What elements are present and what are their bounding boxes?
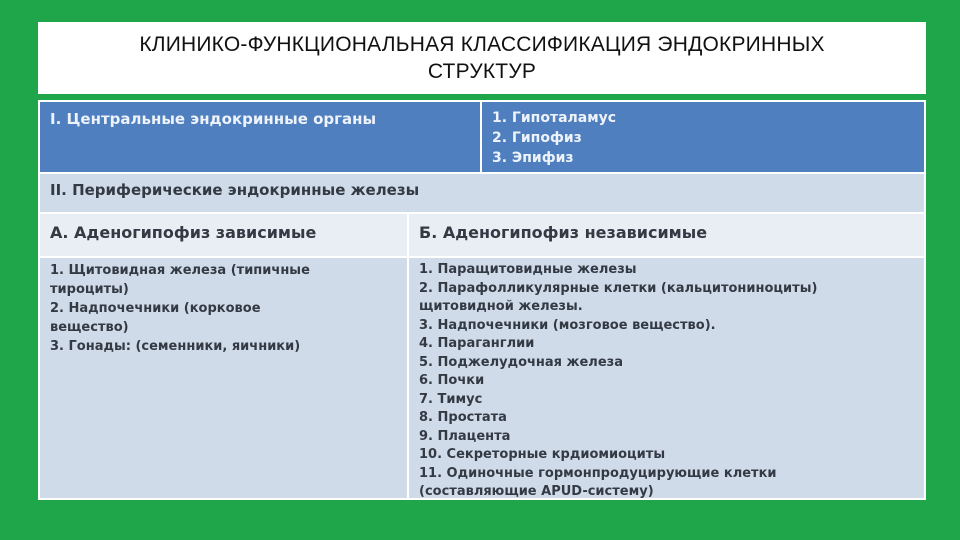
group-b-line: 4. Параганглии [419,336,535,351]
group-a-heading: А. Аденогипофиз зависимые [40,214,407,256]
classification-table [38,100,926,500]
group-b-line: 7. Тимус [419,391,483,407]
group-b-heading: Б. Аденогипофиз независимые [409,214,924,256]
group-a-line: 2. Надпочечники (корковое [50,301,261,316]
group-b-line: 9. Плацента [419,428,511,444]
group-b-line: 2. Парафолликулярные клетки (кальцитониноциты) [419,280,818,296]
central-organ-item: 2. Гипофиз [492,130,582,146]
group-b-line: 3. Надпочечники (мозговое вещество). [419,317,716,333]
group-b-line: щитовидной железы. [419,299,583,314]
slide-title-box [38,22,926,94]
group-a-line: 3. Гонады: (семенники, яичники) [50,339,301,354]
group-a-line: 1. Щитовидная железа (типичные [50,263,310,278]
group-a-line: вещество) [50,320,129,335]
group-b-line: 6. Почки [419,373,485,388]
central-organ-item: 1. Гипоталамус [492,110,617,126]
central-organ-item: 3. Эпифиз [492,150,574,166]
peripheral-glands-label: II. Периферические эндокринные железы [40,174,924,212]
group-b-line: 1. Паращитовидные железы [419,262,637,277]
central-organs-label: I. Центральные эндокринные органы [40,102,480,172]
group-a-line: тироциты) [50,282,129,297]
slide-title-line-2: СТРУКТУР [427,60,537,83]
central-organs-list [482,102,924,172]
slide-title-line-1: КЛИНИКО-ФУНКЦИОНАЛЬНАЯ КЛАССИФИКАЦИЯ ЭНДОКРИННЫХ [139,33,825,56]
group-b-line: 5. Поджелудочная железа [419,354,623,370]
group-b-line: (составляющие APUD-систему) [419,484,654,499]
group-b-line: 8. Простата [419,410,507,425]
slide-title [139,31,824,85]
group-b-line: 10. Секреторные крдиомиоциты [419,447,666,462]
group-b-line: 11. Одиночные гормонпродуцирующие клетки [419,465,777,481]
group-b-list [409,258,924,498]
group-a-list [40,258,407,498]
